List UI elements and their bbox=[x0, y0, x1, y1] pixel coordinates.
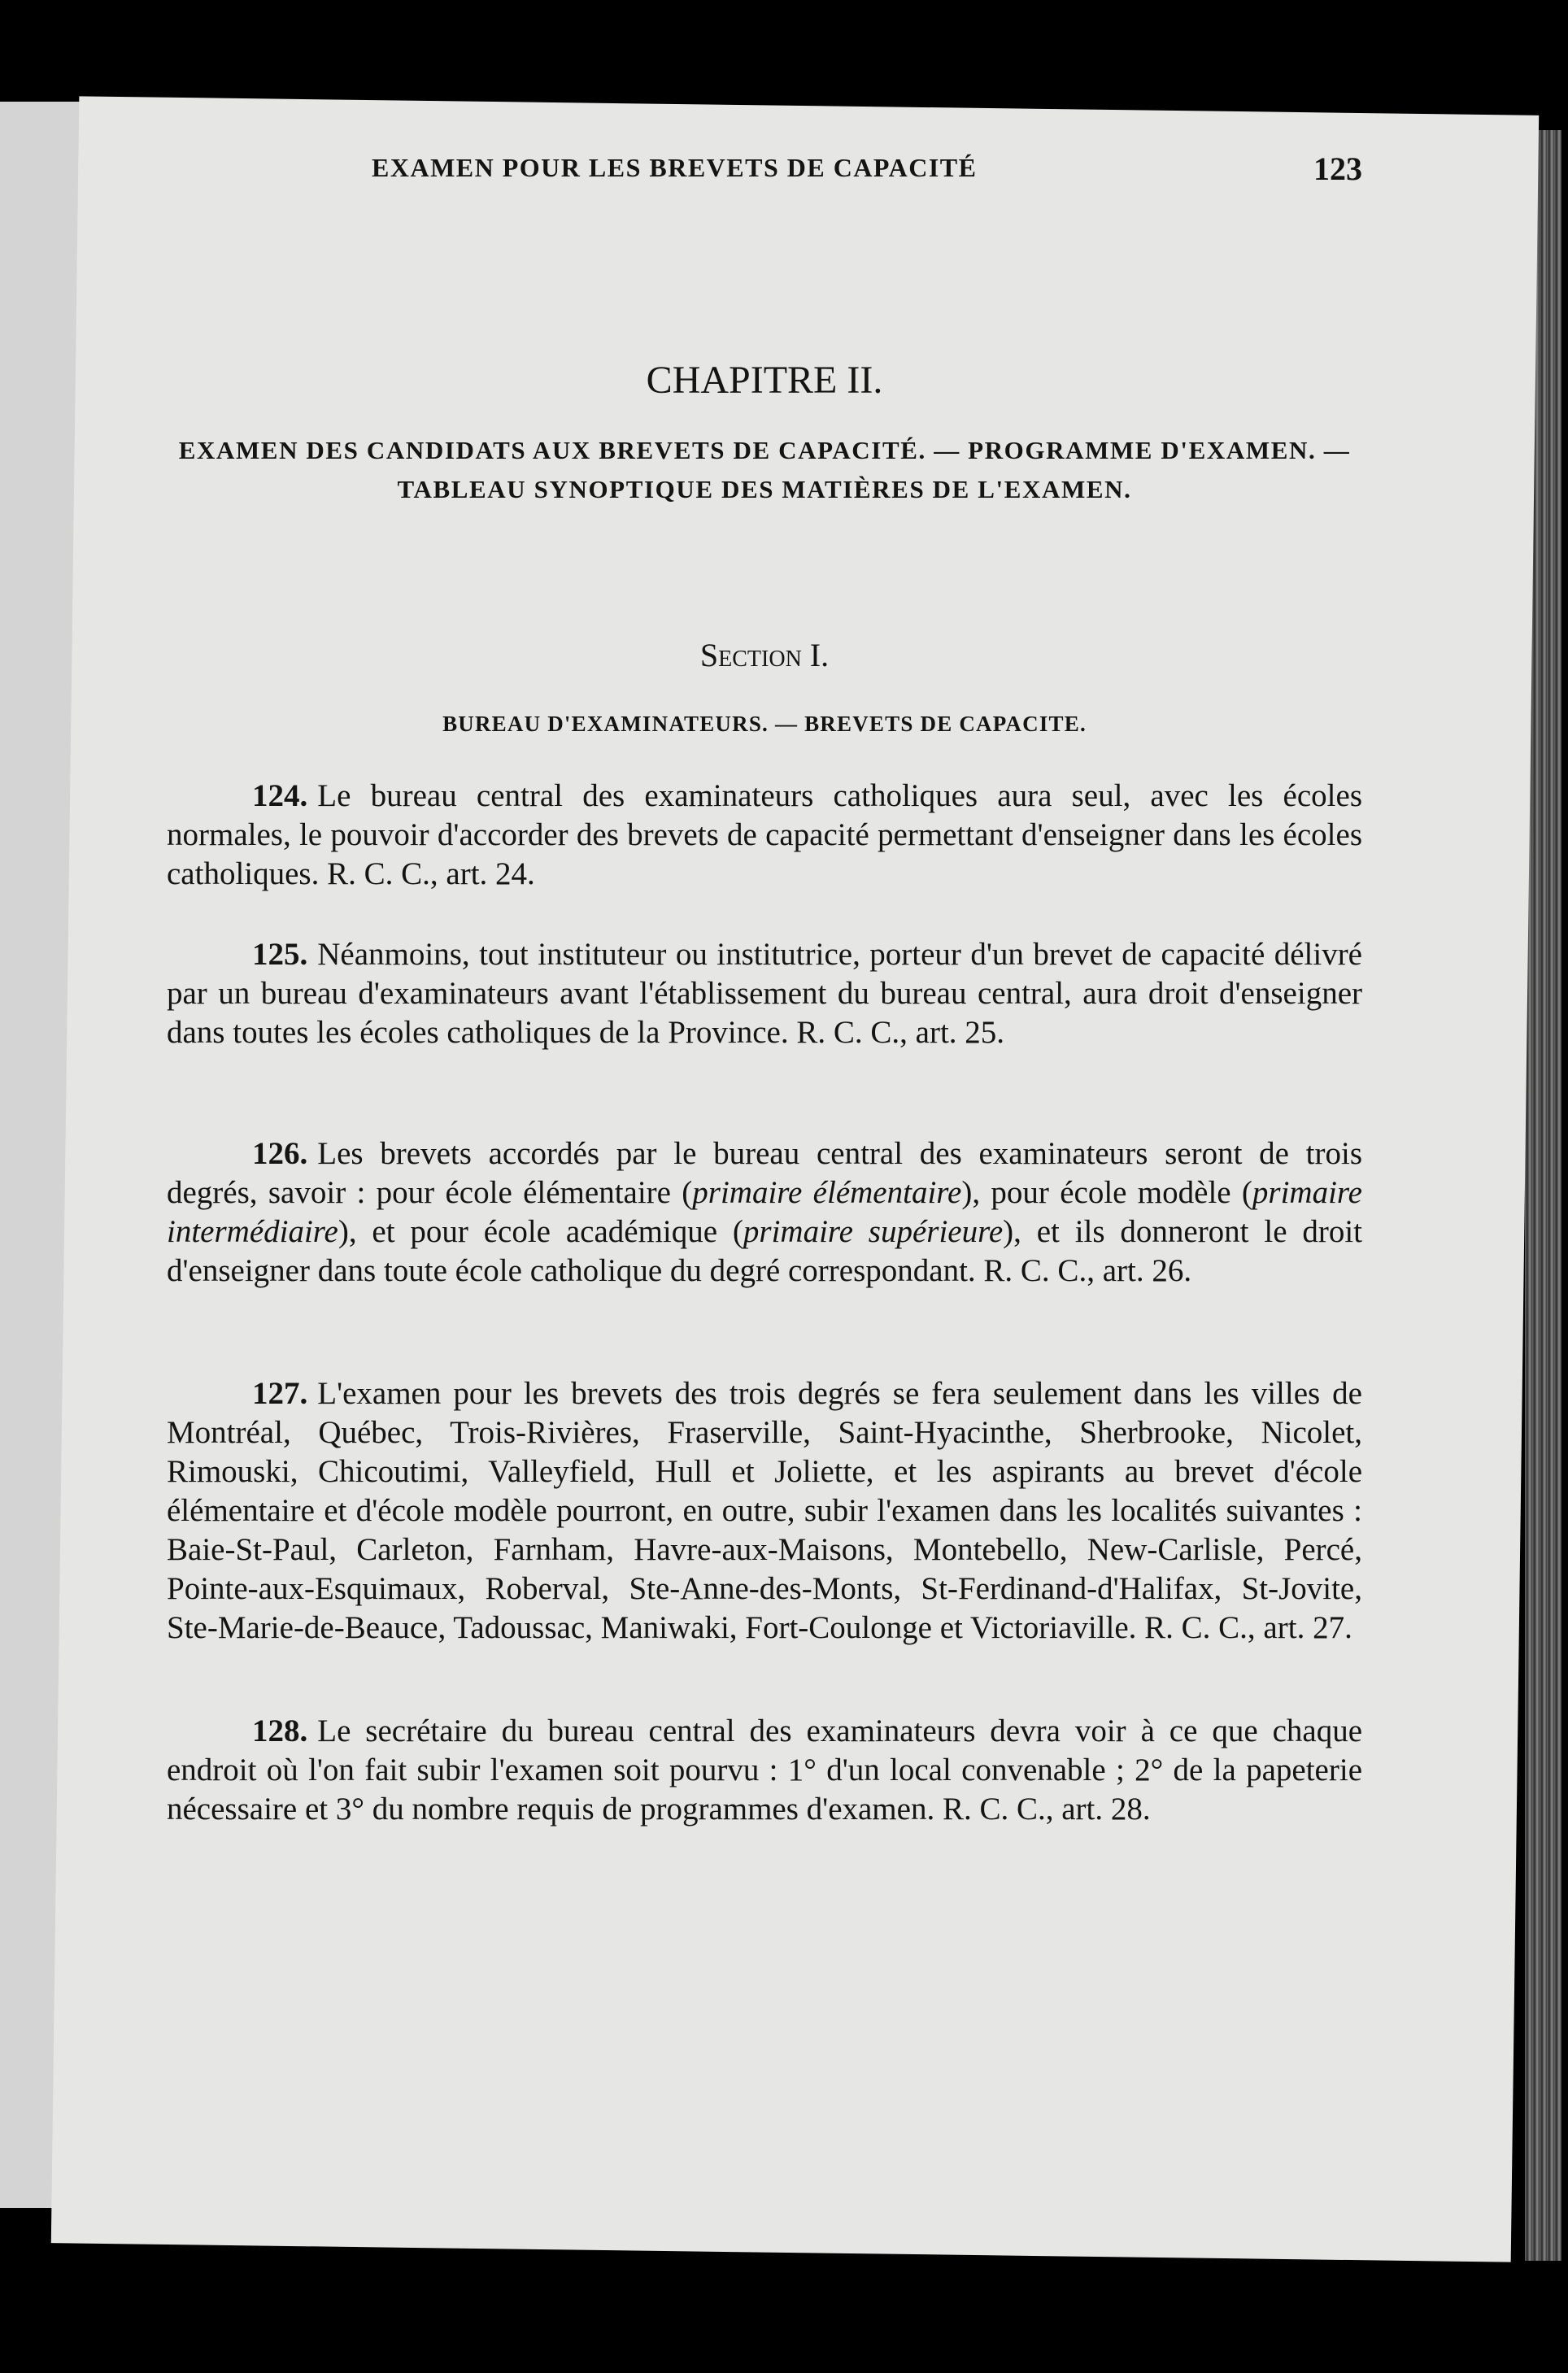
section-subtitle: BUREAU D'EXAMINATEURS. — BREVETS DE CAPACITE. bbox=[442, 712, 1087, 736]
article-number: 128. bbox=[252, 1713, 308, 1748]
article-italic-term: primaire supérieure bbox=[743, 1214, 1004, 1249]
article-text: Les brevets accordés par le bureau central des examinateurs seront de trois degrés, savoir : pour école élémentaire ( bbox=[167, 1136, 1362, 1210]
article-text: ), et ils donneront le droit d'enseigner dans toute école catholique du degré correspondant. R. C. C., art. 26. bbox=[167, 1214, 1362, 1288]
article-text: L'examen pour les brevets des trois degrés se fera seulement dans les villes de Montréal, Québec, Trois-Rivières, Fraserville, Saint-Hyacinthe, Sherbrooke, Nicolet, Rimouski, Chicoutimi, Valleyfield, Hull et Joliette, et les aspirants au brevet d'école élémentaire et d'école modèle pourront, en outre, subir l'examen dans les localités suivantes : Baie-St-Paul, Carleton, Farnham, Havre-aux-Maisons, Montebello, New-Carlisle, Percé, Pointe-aux-Esquimaux, Roberval, Ste-Anne-des-Monts, St-Ferdinand-d'Halifax, St-Jovite, Ste-Marie-de-Beauce, Tadoussac, Maniwaki, Fort-Coulonge et Victoriaville. R. C. C., art. 27. bbox=[167, 1376, 1362, 1645]
article-128 bbox=[167, 1712, 1362, 1829]
page-number: 123 bbox=[1313, 150, 1362, 187]
article-127 bbox=[167, 1374, 1362, 1648]
running-header bbox=[167, 150, 1362, 202]
article-italic-term: primaire élémentaire bbox=[692, 1175, 962, 1210]
article-number: 127. bbox=[252, 1376, 308, 1411]
article-number: 125. bbox=[252, 937, 308, 972]
chapter-title: CHAPITRE II. bbox=[646, 359, 883, 402]
article-text: ), pour école modèle ( bbox=[961, 1175, 1252, 1210]
article-text: Le secrétaire du bureau central des examinateurs devra voir à ce que chaque endroit où l'on fait subir l'examen soit pourvu : 1° d'un local convenable ; 2° de la papeterie nécessaire et 3° du nombre requis de programmes d'examen. R. C. C., art. 28. bbox=[167, 1713, 1362, 1827]
article-126 bbox=[167, 1134, 1362, 1291]
article-124 bbox=[167, 777, 1362, 894]
article-125 bbox=[167, 935, 1362, 1052]
running-title: EXAMEN POUR LES BREVETS DE CAPACITÉ bbox=[372, 153, 978, 182]
article-number: 124. bbox=[252, 778, 308, 813]
article-italic-term: primaire intermédiaire bbox=[167, 1175, 1362, 1249]
article-number: 126. bbox=[252, 1136, 308, 1171]
article-text: Le bureau central des examinateurs catholiques aura seul, avec les écoles normales, le pouvoir d'accorder des brevets de capacité permettant d'enseigner dans les écoles catholiques. R. C. C., art. 24. bbox=[167, 778, 1362, 891]
chapter-subtitle: EXAMEN DES CANDIDATS AUX BREVETS DE CAPACITÉ. — PROGRAMME D'EXAMEN. — TABLEAU SYNOPTIQUE DES MATIÈRES DE L'EXAMEN. bbox=[178, 436, 1351, 503]
article-text: ), et pour école académique ( bbox=[338, 1214, 743, 1249]
article-text: Néanmoins, tout instituteur ou institutrice, porteur d'un brevet de capacité délivré par un bureau d'examinateurs avant l'établissement du bureau central, aura droit d'enseigner dans toutes les écoles catholiques de la Province. R. C. C., art. 25. bbox=[167, 937, 1362, 1050]
section-title: Section I. bbox=[699, 637, 830, 673]
